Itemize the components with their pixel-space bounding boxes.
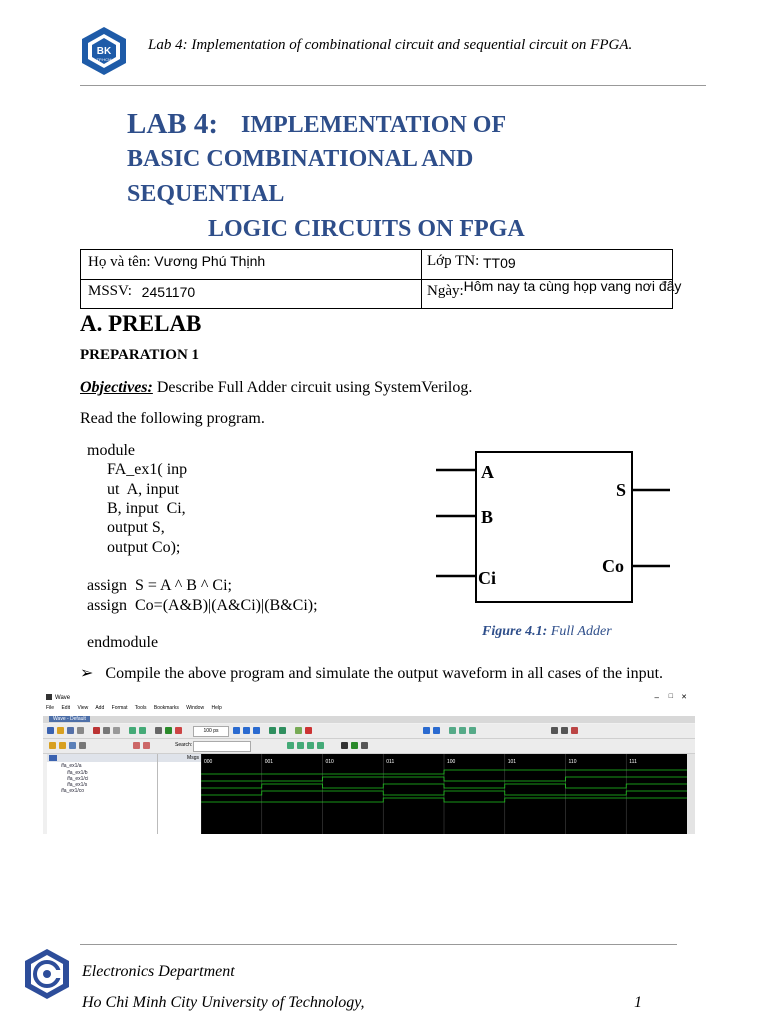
zoom-in-full-icon[interactable] xyxy=(287,742,294,749)
maximize-icon[interactable]: □ xyxy=(668,693,673,700)
zoom-in-half-icon[interactable] xyxy=(297,742,304,749)
value-pane xyxy=(157,754,202,834)
bus-value-label: 110 xyxy=(568,759,577,765)
zoom-full-icon[interactable] xyxy=(449,727,456,734)
id-value: 2451170 xyxy=(141,284,196,300)
insert-divider-icon[interactable] xyxy=(59,742,66,749)
name-value: Vương Phú Thịnh xyxy=(154,253,266,269)
close-icon[interactable]: ✕ xyxy=(681,694,687,701)
lock-cursor-icon[interactable] xyxy=(351,742,358,749)
logo-text: BK xyxy=(96,46,112,57)
bus-value-label: 100 xyxy=(447,759,456,765)
menu-help[interactable]: Help xyxy=(211,705,222,711)
open-icon[interactable] xyxy=(57,727,64,734)
section-heading: A. PRELAB xyxy=(80,311,202,336)
bullet-text: Compile the above program and simulate the output waveform in all cases of the input. xyxy=(105,665,664,682)
date-value: Hôm nay ta cùng họp vang nơi đây xyxy=(463,278,682,294)
signal-list-header xyxy=(47,754,157,762)
step-out-icon[interactable] xyxy=(433,727,440,734)
step-into-icon[interactable] xyxy=(423,727,430,734)
title-line-3: SEQUENTIAL xyxy=(127,181,285,207)
input-label-a: A xyxy=(481,462,494,482)
bus-value-label: 101 xyxy=(507,759,517,765)
bus-value-label: 011 xyxy=(386,759,395,765)
running-header: Lab 4: Implementation of combinational circuit and sequential circuit on FPGA. xyxy=(148,37,633,53)
print-icon[interactable] xyxy=(77,727,84,734)
compile-icon[interactable] xyxy=(165,727,172,734)
output-label-s: S xyxy=(616,480,627,500)
signal-list-pane xyxy=(47,754,157,834)
page-number: 1 xyxy=(634,994,642,1011)
read-instruction: Read the following program. xyxy=(80,410,265,427)
objectives-label: Objectives: xyxy=(80,379,153,396)
signal-icon xyxy=(49,755,57,761)
menu-add[interactable]: Add xyxy=(95,705,105,711)
date-label: Ngày: xyxy=(427,283,464,299)
code-line: ut A, input xyxy=(87,481,180,498)
run-icon[interactable] xyxy=(233,727,240,734)
cursor-mode-icon[interactable] xyxy=(571,727,578,734)
name-cell xyxy=(88,253,265,271)
bus-value-label: 010 xyxy=(325,759,334,765)
title-lab-number: LAB 4: xyxy=(127,108,219,140)
footer-university: Ho Chi Minh City University of Technology, xyxy=(82,994,365,1011)
save-icon[interactable] xyxy=(67,727,74,734)
bus-value-label: 000 xyxy=(204,759,213,765)
step-over-icon[interactable] xyxy=(279,727,286,734)
copy-icon[interactable] xyxy=(103,727,110,734)
menu-view[interactable]: View xyxy=(77,705,89,711)
value-pane-header xyxy=(158,754,202,762)
tab-wave-default[interactable]: Wave - Default xyxy=(49,716,90,722)
menu-window[interactable]: Window xyxy=(186,705,205,711)
signal-co[interactable]: /fa_ex1/co xyxy=(61,788,85,794)
code-line: output S, xyxy=(87,519,165,536)
student-info-table xyxy=(80,249,682,309)
prev-edge-icon[interactable] xyxy=(133,742,140,749)
trace-a xyxy=(201,770,687,774)
signal-a[interactable]: /fa_ex1/a xyxy=(61,763,82,769)
id-label: MSSV: xyxy=(88,283,132,299)
bus-value-label: 111 xyxy=(629,759,637,765)
code-line: assign Co=(A&B)|(A&Ci)|(B&Ci); xyxy=(87,597,318,614)
zoom-in-icon[interactable] xyxy=(459,727,466,734)
figure-label: Figure 4.1: xyxy=(482,624,548,639)
continue-icon[interactable] xyxy=(243,727,250,734)
input-label-ci: Ci xyxy=(478,568,496,588)
paste-icon[interactable] xyxy=(113,727,120,734)
restart-icon[interactable] xyxy=(295,727,302,734)
class-label: Lớp TN: xyxy=(427,253,480,269)
minimize-icon[interactable]: – xyxy=(654,693,659,702)
figure-caption-text: Full Adder xyxy=(547,624,612,639)
bus-value-label: 001 xyxy=(264,759,274,765)
trace-s xyxy=(201,791,687,795)
bk-university-logo xyxy=(80,26,128,76)
code-line: assign S = A ^ B ^ Ci; xyxy=(87,577,232,594)
select-mode-icon[interactable] xyxy=(551,727,558,734)
trace-b xyxy=(201,777,687,781)
task-bullet xyxy=(80,663,663,683)
waveform-screenshot xyxy=(43,692,695,834)
msgs-label: Msgs xyxy=(187,755,199,761)
input-label-b: B xyxy=(481,507,494,527)
code-line: module xyxy=(87,442,135,459)
zoom-out-icon[interactable] xyxy=(469,727,476,734)
footer-divider xyxy=(80,944,677,945)
app-icon xyxy=(46,694,52,700)
waveform-scrollbar[interactable] xyxy=(687,754,695,834)
class-value: TT09 xyxy=(483,255,516,271)
class-cell xyxy=(427,252,516,270)
redo-icon[interactable] xyxy=(139,727,146,734)
title-line-1: IMPLEMENTATION OF xyxy=(241,112,507,138)
footer-department: Electronics Department xyxy=(82,963,235,980)
find-icon[interactable] xyxy=(155,727,162,734)
full-adder-diagram xyxy=(436,450,676,610)
code-line: endmodule xyxy=(87,634,159,651)
id-cell xyxy=(88,282,195,300)
run-all-icon[interactable] xyxy=(253,727,260,734)
wave-toolbar-1 xyxy=(43,724,695,739)
zoom-mode-icon[interactable] xyxy=(561,727,568,734)
menu-bookmarks[interactable]: Bookmarks xyxy=(153,705,179,711)
run-length-input[interactable]: 100 ps xyxy=(193,726,229,737)
objectives-line xyxy=(80,379,472,397)
step-icon[interactable] xyxy=(269,727,276,734)
trace-ci xyxy=(201,784,687,788)
logo-subtext: TP.HCM xyxy=(96,57,112,62)
wave-tabstrip xyxy=(43,716,695,723)
code-line: output Co); xyxy=(87,539,181,556)
adder-block xyxy=(476,452,632,602)
title-line-4: LOGIC CIRCUITS ON FPGA xyxy=(208,216,525,242)
date-cell xyxy=(427,278,682,300)
wave-window-title: Wave xyxy=(55,695,71,701)
objectives-text: Describe Full Adder circuit using SystemVerilog. xyxy=(152,379,473,396)
zoom-out-half-icon[interactable] xyxy=(307,742,314,749)
waveform-traces xyxy=(201,754,687,834)
search-label: Search: xyxy=(175,742,193,748)
preparation-heading: PREPARATION 1 xyxy=(80,347,200,363)
signal-s[interactable]: /fa_ex1/s xyxy=(67,782,88,788)
stop-icon[interactable] xyxy=(305,727,312,734)
menu-edit[interactable]: Edit xyxy=(61,705,71,711)
cut-icon[interactable] xyxy=(93,727,100,734)
search-input[interactable] xyxy=(193,741,251,752)
wave-menubar xyxy=(43,705,695,716)
output-label-co: Co xyxy=(602,556,624,576)
zoom-range-icon[interactable] xyxy=(317,742,324,749)
cursor-delete-icon[interactable] xyxy=(361,742,368,749)
undo-icon[interactable] xyxy=(129,727,136,734)
break-icon[interactable] xyxy=(175,727,182,734)
menu-format[interactable]: Format xyxy=(111,705,128,711)
title-line-2: BASIC COMBINATIONAL AND xyxy=(127,146,474,172)
new-icon[interactable] xyxy=(47,727,54,734)
trace-co xyxy=(201,798,687,802)
name-label: Họ và tên: xyxy=(88,254,151,270)
signal-ci[interactable]: /fa_ex1/ci xyxy=(67,776,89,782)
wave-titlebar xyxy=(43,692,695,705)
waveform-plot[interactable] xyxy=(201,754,687,834)
next-edge-icon[interactable] xyxy=(143,742,150,749)
wave-toolbar-2 xyxy=(43,739,695,754)
signal-b[interactable]: /fa_ex1/b xyxy=(67,770,88,776)
code-line: FA_ex1( inp xyxy=(87,461,188,478)
code-line: B, input Ci, xyxy=(87,500,186,517)
menu-tools[interactable]: Tools xyxy=(134,705,147,711)
cursor-add-icon[interactable] xyxy=(341,742,348,749)
bullet-arrow-icon: ➢ xyxy=(80,665,94,682)
department-logo xyxy=(24,948,70,1000)
menu-file[interactable]: File xyxy=(46,705,55,711)
add-wave-icon[interactable] xyxy=(49,742,56,749)
expand-icon[interactable] xyxy=(79,742,86,749)
figure-caption xyxy=(482,624,612,640)
header-divider xyxy=(80,85,706,86)
group-icon[interactable] xyxy=(69,742,76,749)
